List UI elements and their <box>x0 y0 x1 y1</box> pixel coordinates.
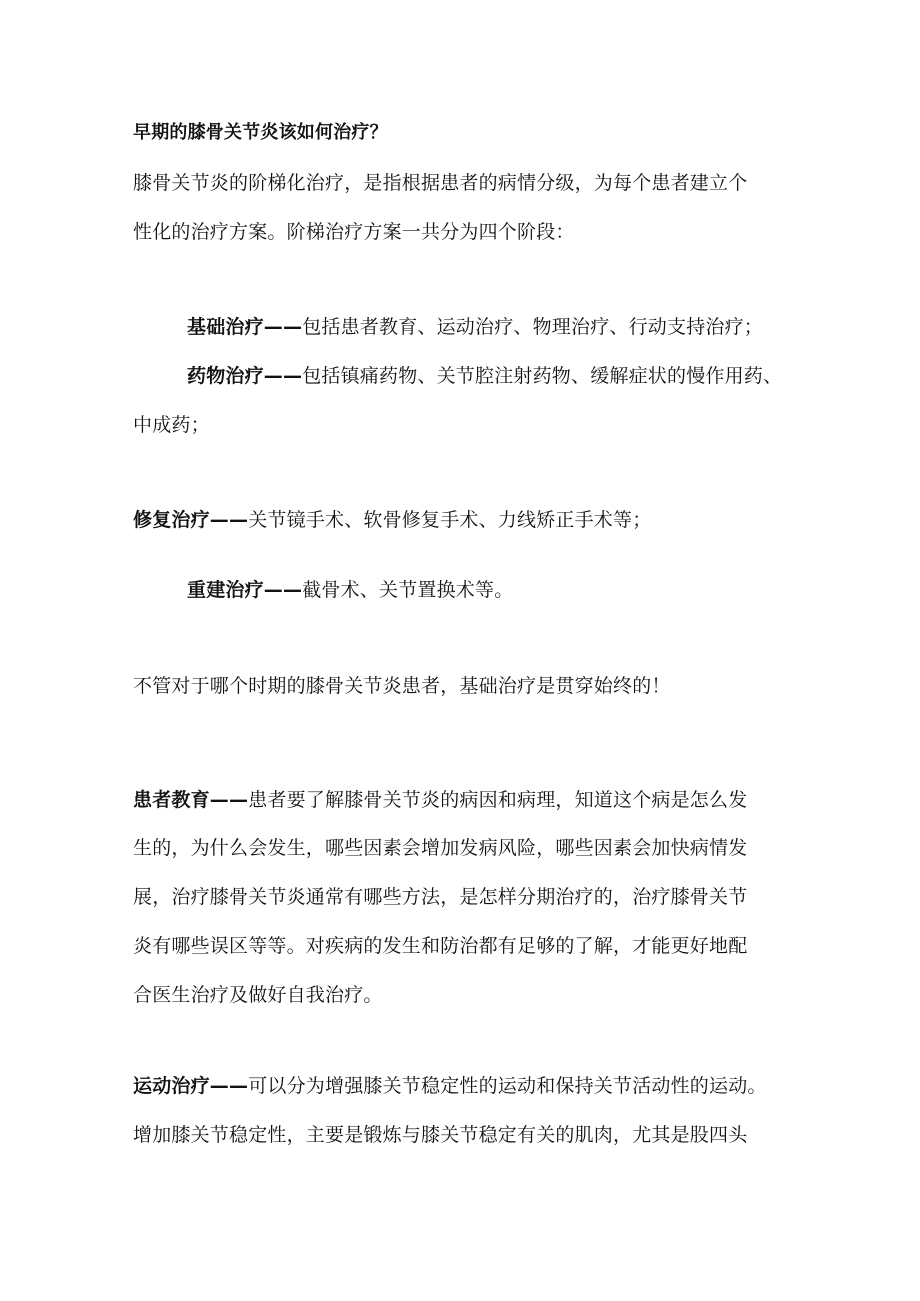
education-line-1 <box>133 788 747 812</box>
intro-line-1: 膝骨关节炎的阶梯化治疗，是指根据患者的病情分级，为每个患者建立个 <box>133 172 748 194</box>
exercise-term: 运动治疗—— <box>133 1075 249 1097</box>
stage-rebuild-text: 截骨术、关节置换术等。 <box>302 579 514 601</box>
stage-rebuild <box>187 578 513 602</box>
stage-drug <box>187 364 782 388</box>
stage-drug-term: 药物治疗—— <box>187 365 303 387</box>
note-line: 不管对于哪个时期的膝骨关节炎患者，基础治疗是贯穿始终的！ <box>133 675 671 697</box>
education-line-5: 合医生治疗及做好自我治疗。 <box>133 984 383 1006</box>
stage-repair-text: 关节镜手术、软骨修复手术、力线矫正手术等； <box>248 509 652 531</box>
stage-basic <box>187 315 763 339</box>
exercise-line-2: 增加膝关节稳定性，主要是锻炼与膝关节稳定有关的肌肉，尤其是股四头 <box>133 1124 748 1146</box>
stage-repair-term: 修复治疗—— <box>133 509 249 531</box>
education-line-3: 展，治疗膝骨关节炎通常有哪些方法，是怎样分期治疗的，治疗膝骨关节 <box>133 886 748 908</box>
stage-repair <box>133 508 651 532</box>
exercise-text: 可以分为增强膝关节稳定性的运动和保持关节活动性的运动。 <box>248 1075 767 1097</box>
stage-basic-term: 基础治疗—— <box>187 316 303 338</box>
stage-rebuild-term: 重建治疗—— <box>187 579 303 601</box>
education-line-4: 炎有哪些误区等等。对疾病的发生和防治都有足够的了解，才能更好地配 <box>133 935 748 957</box>
stage-drug-text: 包括镇痛药物、关节腔注射药物、缓解症状的慢作用药、 <box>302 365 783 387</box>
intro-line-2: 性化的治疗方案。阶梯治疗方案一共分为四个阶段： <box>133 221 575 243</box>
education-term: 患者教育—— <box>133 789 249 811</box>
education-text: 患者要了解膝骨关节炎的病因和病理，知道这个病是怎么发 <box>248 789 748 811</box>
article-title: 早期的膝骨关节炎该如何治疗？ <box>133 122 388 143</box>
exercise-line-1 <box>133 1074 767 1098</box>
stage-basic-text: 包括患者教育、运动治疗、物理治疗、行动支持治疗； <box>302 316 764 338</box>
stage-drug-continuation: 中成药； <box>133 414 210 436</box>
education-line-2: 生的，为什么会发生，哪些因素会增加发病风险，哪些因素会加快病情发 <box>133 837 748 859</box>
